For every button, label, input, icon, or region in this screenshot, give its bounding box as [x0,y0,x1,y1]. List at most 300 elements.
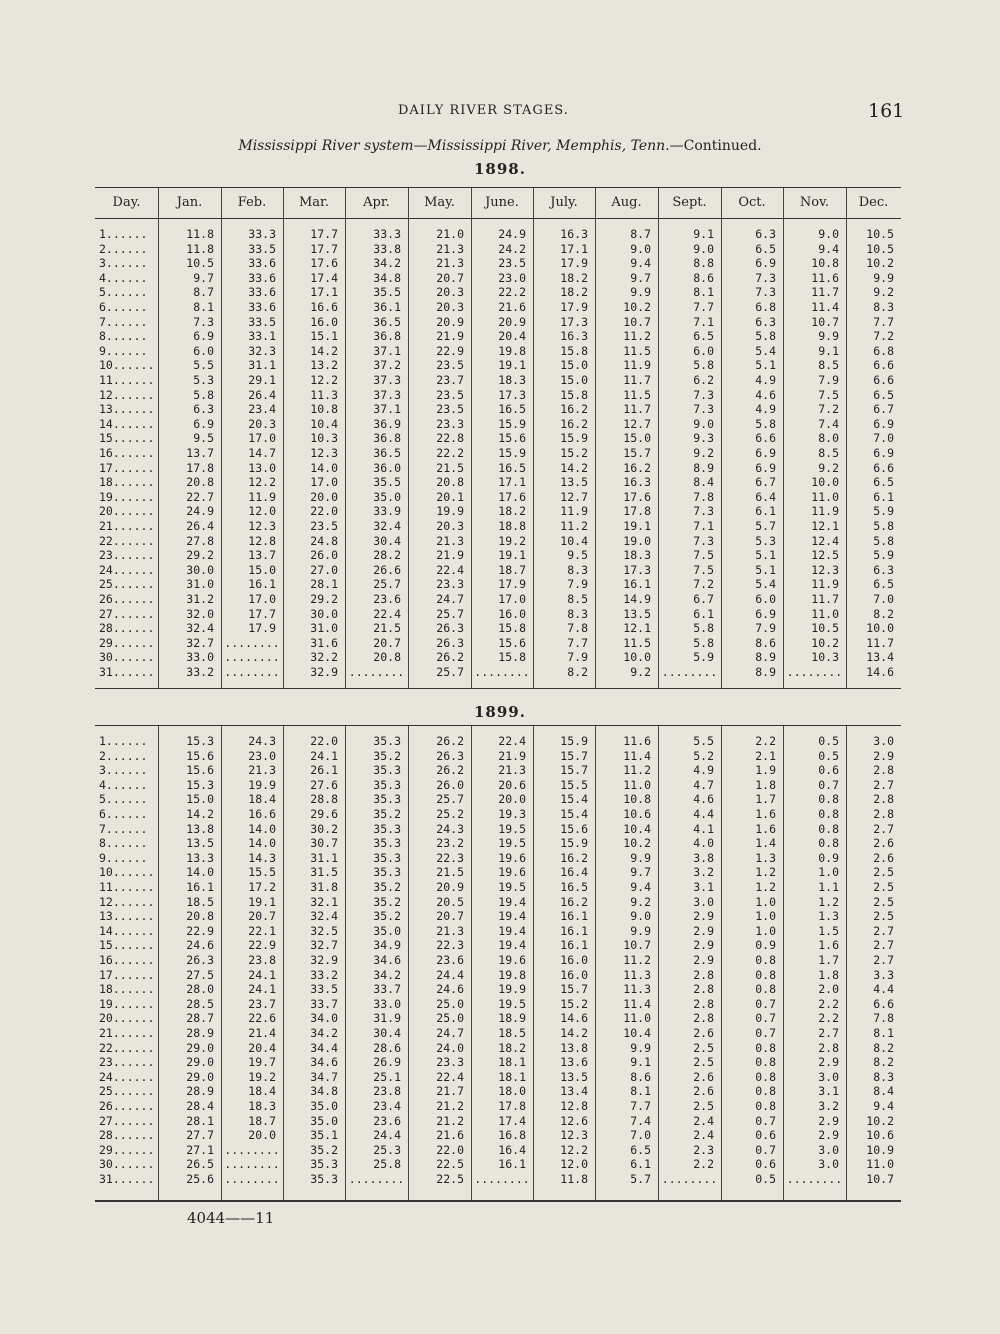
stage-value-mar: 32.5 [310,923,338,938]
stage-value-may: 21.0 [436,227,464,241]
stage-value-oct: 5.1 [755,562,776,577]
stage-value-apr: 37.2 [373,358,401,373]
column-divider-1898 [658,188,659,688]
stage-value-aug: 11.7 [623,402,651,417]
stage-value-nov: 9.4 [818,241,839,256]
stage-value-dec: 2.6 [873,836,894,851]
stage-value-jan: 28.1 [186,1113,214,1128]
table-row [95,358,901,373]
stage-value-nov: 0.8 [818,821,839,836]
stage-value-sep: 2.8 [693,996,714,1011]
stage-value-jul: 9.5 [567,548,588,563]
blank-cell: ........ [474,665,530,679]
stage-value-may: 24.6 [436,982,464,997]
stage-value-may: 22.2 [436,446,464,460]
table-row [95,880,901,895]
stage-value-jul: 15.8 [560,387,588,402]
stage-value-jun: 23.0 [498,270,526,285]
stage-value-oct: 8.6 [755,635,776,650]
stage-value-sep: 2.6 [693,1084,714,1099]
day-label: 2...... [99,748,148,763]
stage-value-jun: 17.4 [498,1113,526,1128]
stage-value-feb: 19.2 [248,1069,276,1084]
stage-value-feb: 24.3 [248,734,276,748]
stage-value-jan: 25.6 [186,1172,214,1186]
table-row [95,968,901,983]
stage-value-jan: 29.0 [186,1055,214,1070]
stage-value-may: 20.7 [436,909,464,924]
stage-value-jun: 17.6 [498,489,526,504]
stage-value-sep: 2.8 [693,982,714,997]
stage-value-sep: 8.1 [693,285,714,300]
stage-value-sep: 5.8 [693,635,714,650]
stage-value-oct: 5.1 [755,358,776,373]
stage-value-nov: 11.0 [811,489,839,504]
stage-value-mar: 32.2 [310,650,338,665]
stage-value-mar: 14.0 [310,460,338,475]
header-sep: Sept. [672,195,707,210]
stage-value-oct: 7.3 [755,285,776,300]
table-row [95,577,901,592]
stage-value-aug: 9.0 [630,909,651,924]
stage-value-sep: 9.0 [693,241,714,256]
stage-value-feb: 26.4 [248,387,276,402]
stage-value-oct: 0.8 [755,953,776,967]
stage-value-aug: 11.0 [623,777,651,792]
stage-value-aug: 5.7 [630,1172,651,1186]
stage-value-aug: 11.4 [623,748,651,763]
stage-value-dec: 6.5 [873,387,894,402]
stage-value-jul: 14.6 [560,1011,588,1026]
stage-value-mar: 11.3 [310,387,338,402]
stage-value-feb: 14.7 [248,446,276,460]
table-1898-bottom-rule [95,688,901,689]
stage-value-oct: 1.3 [755,850,776,865]
stage-value-dec: 2.5 [873,894,894,909]
column-divider-1899 [533,726,534,1200]
stage-value-feb: 19.1 [248,894,276,909]
stage-value-sep: 3.1 [693,880,714,894]
stage-value-nov: 1.1 [818,880,839,894]
table-row [95,924,901,939]
stage-value-jan: 22.7 [186,489,214,504]
stage-value-sep: 5.8 [693,621,714,636]
stage-value-jul: 8.3 [567,606,588,621]
stage-value-feb: 20.4 [248,1040,276,1055]
stage-value-nov: 11.4 [811,300,839,314]
stage-value-oct: 7.3 [755,270,776,285]
stage-value-mar: 30.2 [310,821,338,836]
table-row [95,909,901,924]
stage-value-mar: 33.5 [310,982,338,997]
stage-value-jul: 11.2 [560,519,588,533]
day-label: 12...... [99,894,155,909]
stage-value-dec: 8.4 [873,1084,894,1099]
stage-value-apr: 34.8 [373,270,401,285]
column-divider-1898 [345,188,346,688]
stage-value-jun: 17.8 [498,1099,526,1113]
day-label: 4...... [99,777,148,792]
stage-value-feb: 18.3 [248,1099,276,1113]
stage-value-may: 20.7 [436,270,464,285]
stage-value-apr: 23.4 [373,1099,401,1113]
table-row [95,1172,901,1187]
stage-value-jan: 27.5 [186,967,214,982]
stage-value-may: 25.0 [436,996,464,1011]
table-row [95,519,901,534]
stage-value-may: 22.4 [436,562,464,577]
table-row [95,417,901,432]
stage-value-jul: 8.3 [567,562,588,577]
stage-value-dec: 2.5 [873,909,894,924]
blank-cell: ........ [348,665,405,679]
stage-value-aug: 8.1 [630,1084,651,1099]
stage-value-nov: 0.7 [818,777,839,792]
table-row [95,865,901,880]
stage-value-jun: 23.5 [498,256,526,271]
stage-value-mar: 10.8 [310,402,338,417]
stage-value-apr: 26.6 [373,562,401,577]
column-divider-1899 [408,726,409,1200]
stage-value-apr: 30.4 [373,1026,401,1040]
stage-value-sep: 6.5 [693,329,714,344]
stage-value-apr: 25.8 [373,1157,401,1172]
stage-value-dec: 2.7 [873,953,894,967]
stage-value-mar: 15.1 [310,329,338,344]
stage-value-dec: 6.6 [873,373,894,387]
stage-value-jan: 15.0 [186,792,214,807]
stage-value-dec: 2.5 [873,865,894,880]
stage-value-aug: 11.0 [623,1011,651,1026]
stage-value-jul: 16.4 [560,865,588,880]
table-row [95,1099,901,1114]
stage-value-nov: 2.7 [818,1026,839,1040]
table-row [95,607,901,622]
stage-value-sep: 7.5 [693,548,714,563]
stage-value-feb: 24.1 [248,967,276,982]
stage-value-dec: 8.3 [873,300,894,314]
stage-value-feb: 16.1 [248,577,276,592]
day-label: 14...... [99,416,155,431]
header-may: May. [424,195,455,210]
stage-value-oct: 5.4 [755,577,776,592]
stage-value-jul: 12.6 [560,1113,588,1128]
stage-value-oct: 1.8 [755,777,776,792]
stage-value-mar: 17.7 [310,227,338,241]
stage-value-feb: 19.9 [248,777,276,792]
table-row [95,446,901,461]
column-divider-1899 [471,726,472,1200]
stage-value-aug: 17.6 [623,489,651,504]
stage-value-jun: 17.9 [498,577,526,592]
table-row [95,997,901,1012]
stage-value-jun: 19.5 [498,996,526,1011]
stage-value-jun: 22.4 [498,734,526,748]
stage-value-aug: 11.6 [623,734,651,748]
stage-value-nov: 12.1 [811,519,839,533]
stage-value-jan: 18.5 [186,894,214,909]
column-divider-1899 [846,726,847,1200]
stage-value-aug: 10.2 [623,300,651,314]
stage-value-sep: 2.6 [693,1026,714,1040]
stage-value-sep: 9.3 [693,431,714,446]
stage-value-apr: 33.7 [373,982,401,997]
stage-value-jun: 18.3 [498,373,526,387]
blank-cell: ........ [661,665,718,679]
stage-value-sep: 6.7 [693,592,714,606]
stage-value-jun: 15.9 [498,416,526,431]
stage-value-jul: 15.2 [560,996,588,1011]
stage-value-dec: 3.3 [873,967,894,982]
stage-value-aug: 13.5 [623,606,651,621]
table-row [95,665,901,680]
stage-value-sep: 8.4 [693,475,714,490]
table-row [95,1011,901,1026]
table-row [95,475,901,490]
stage-value-may: 22.3 [436,938,464,953]
stage-value-dec: 2.8 [873,807,894,821]
stage-value-jul: 12.2 [560,1142,588,1157]
stage-value-sep: 4.7 [693,777,714,792]
stage-value-dec: 6.9 [873,446,894,460]
column-divider-1898 [408,188,409,688]
table-row [95,807,901,822]
day-label: 25...... [99,577,155,592]
stage-value-aug: 16.1 [623,577,651,592]
stage-value-may: 21.2 [436,1113,464,1128]
stage-value-may: 26.3 [436,635,464,650]
stage-value-aug: 9.4 [630,256,651,271]
stage-value-feb: 23.7 [248,996,276,1011]
stage-value-dec: 7.0 [873,431,894,446]
stage-value-apr: 35.2 [373,748,401,763]
stage-value-jul: 18.2 [560,285,588,300]
stage-value-feb: 17.0 [248,592,276,606]
header-aug: Aug. [611,195,642,210]
stage-value-may: 24.4 [436,967,464,982]
stage-value-nov: 11.9 [811,577,839,592]
stage-value-mar: 31.6 [310,635,338,650]
stage-value-sep: 2.9 [693,938,714,953]
stage-value-apr: 35.3 [373,777,401,792]
stage-value-oct: 6.9 [755,606,776,621]
stage-value-may: 22.4 [436,1069,464,1084]
day-label: 28...... [99,621,155,636]
day-label: 30...... [99,1157,155,1172]
stage-value-apr: 21.5 [373,621,401,636]
stage-value-may: 25.2 [436,807,464,821]
stage-value-jul: 16.1 [560,923,588,938]
stage-value-dec: 4.4 [873,982,894,997]
stage-value-aug: 9.1 [630,1055,651,1070]
stage-value-may: 22.0 [436,1142,464,1157]
stage-value-jan: 14.2 [186,807,214,821]
stage-value-feb: 24.1 [248,982,276,997]
stage-value-dec: 8.2 [873,606,894,621]
stage-value-mar: 31.0 [310,621,338,636]
stage-value-sep: 7.2 [693,577,714,592]
stage-value-nov: 10.2 [811,635,839,650]
stage-value-jan: 13.5 [186,836,214,851]
stage-value-jan: 9.7 [193,270,214,285]
stage-value-oct: 2.2 [755,734,776,748]
stage-value-sep: 2.5 [693,1099,714,1113]
stage-value-dec: 7.2 [873,329,894,344]
stage-value-jan: 27.7 [186,1128,214,1143]
stage-value-jan: 31.2 [186,592,214,606]
stage-value-apr: 28.2 [373,548,401,563]
stage-value-dec: 9.4 [873,1099,894,1113]
stage-value-may: 26.2 [436,650,464,665]
stage-value-feb: 17.9 [248,621,276,636]
stage-value-sep: 4.4 [693,807,714,821]
stage-value-sep: 2.9 [693,953,714,967]
stage-value-jan: 20.8 [186,475,214,490]
stage-value-nov: 10.3 [811,650,839,665]
day-label: 21...... [99,1026,155,1040]
stage-value-dec: 5.8 [873,519,894,533]
stage-value-nov: 3.0 [818,1142,839,1157]
stage-value-nov: 10.7 [811,314,839,329]
stage-value-jan: 28.0 [186,982,214,997]
stage-value-jun: 17.0 [498,592,526,606]
stage-value-apr: 36.8 [373,431,401,446]
stage-value-sep: 5.2 [693,748,714,763]
stage-value-sep: 7.1 [693,314,714,329]
table-row [95,792,901,807]
stage-value-oct: 0.6 [755,1128,776,1143]
stage-value-oct: 1.7 [755,792,776,807]
stage-value-aug: 10.2 [623,836,651,851]
stage-value-jan: 5.8 [193,387,214,402]
stage-value-apr: 36.9 [373,416,401,431]
table-row [95,300,901,315]
stage-value-feb: 17.7 [248,606,276,621]
stage-value-aug: 10.7 [623,938,651,953]
day-label: 7...... [99,314,148,329]
stage-value-sep: 8.8 [693,256,714,271]
stage-value-nov: 1.8 [818,967,839,982]
stage-value-apr: 34.2 [373,967,401,982]
stage-value-jul: 16.3 [560,329,588,344]
day-label: 1...... [99,734,148,748]
stage-value-mar: 27.6 [310,777,338,792]
column-divider-1898 [471,188,472,688]
stage-value-may: 21.3 [436,256,464,271]
stage-value-feb: 18.7 [248,1113,276,1128]
stage-value-jan: 30.0 [186,562,214,577]
column-divider-1899 [158,726,159,1200]
stage-value-apr: 35.2 [373,880,401,894]
stage-value-jan: 7.3 [193,314,214,329]
stage-value-aug: 7.4 [630,1113,651,1128]
stage-value-jul: 14.2 [560,1026,588,1040]
stage-value-jan: 11.8 [186,227,214,241]
running-head [0,100,1000,124]
stage-value-dec: 8.2 [873,1040,894,1055]
stage-value-aug: 12.7 [623,416,651,431]
stage-value-jun: 18.8 [498,519,526,533]
stage-value-aug: 9.2 [630,665,651,679]
stage-value-sep: 2.5 [693,1040,714,1055]
stage-value-feb: 18.4 [248,792,276,807]
stage-value-apr: 35.3 [373,734,401,748]
column-divider-1898 [533,188,534,688]
table-row [95,315,901,330]
day-label: 27...... [99,1113,155,1128]
stage-value-nov: 9.0 [818,227,839,241]
stage-value-sep: 4.6 [693,792,714,807]
stage-value-aug: 9.9 [630,923,651,938]
stage-value-aug: 11.5 [623,343,651,358]
stage-value-apr: 35.3 [373,763,401,778]
stage-value-feb: 14.0 [248,836,276,851]
stage-value-nov: 2.9 [818,1113,839,1128]
stage-value-nov: 1.2 [818,894,839,909]
stage-value-feb: 12.3 [248,519,276,533]
stage-value-dec: 5.9 [873,548,894,563]
stage-value-apr: 34.9 [373,938,401,953]
stage-value-jan: 15.6 [186,748,214,763]
stage-value-jun: 19.9 [498,982,526,997]
header-oct: Oct. [738,195,766,210]
stage-value-dec: 8.3 [873,1069,894,1084]
stage-value-nov: 11.0 [811,606,839,621]
stage-value-jul: 17.9 [560,256,588,271]
stage-value-jun: 19.4 [498,894,526,909]
stage-value-apr: 36.5 [373,314,401,329]
stage-value-may: 20.9 [436,314,464,329]
stage-value-apr: 34.2 [373,256,401,271]
table-row [95,895,901,910]
stage-value-feb: 11.9 [248,489,276,504]
stage-value-dec: 2.7 [873,923,894,938]
stage-value-jan: 24.6 [186,938,214,953]
stage-value-jul: 18.2 [560,270,588,285]
stage-value-jul: 15.7 [560,982,588,997]
stage-value-jan: 24.9 [186,504,214,519]
stage-value-jan: 16.1 [186,880,214,894]
stage-value-jul: 15.9 [560,836,588,851]
table-row [95,271,901,286]
stage-value-feb: 21.4 [248,1026,276,1040]
stage-value-may: 23.3 [436,577,464,592]
table-row [95,982,901,997]
stage-value-mar: 35.3 [310,1172,338,1186]
stage-value-may: 20.3 [436,300,464,314]
stage-value-dec: 10.2 [866,1113,894,1128]
stage-value-may: 22.5 [436,1172,464,1186]
blank-cell: ........ [224,665,280,679]
stage-value-nov: 11.6 [811,270,839,285]
stage-value-dec: 5.8 [873,533,894,548]
stage-value-sep: 2.8 [693,1011,714,1026]
stage-value-jun: 17.3 [498,387,526,402]
stage-value-mar: 29.6 [310,807,338,821]
stage-value-jul: 16.0 [560,967,588,982]
stage-value-mar: 32.4 [310,909,338,924]
stage-value-may: 22.8 [436,431,464,446]
stage-value-oct: 0.7 [755,996,776,1011]
stage-value-jun: 20.9 [498,314,526,329]
stage-value-jan: 32.0 [186,606,214,621]
stage-value-mar: 30.0 [310,606,338,621]
stage-value-aug: 11.2 [623,953,651,967]
stage-value-jul: 10.4 [560,533,588,548]
stage-value-jul: 13.5 [560,1069,588,1084]
stage-value-mar: 26.0 [310,548,338,563]
stage-value-mar: 10.4 [310,416,338,431]
